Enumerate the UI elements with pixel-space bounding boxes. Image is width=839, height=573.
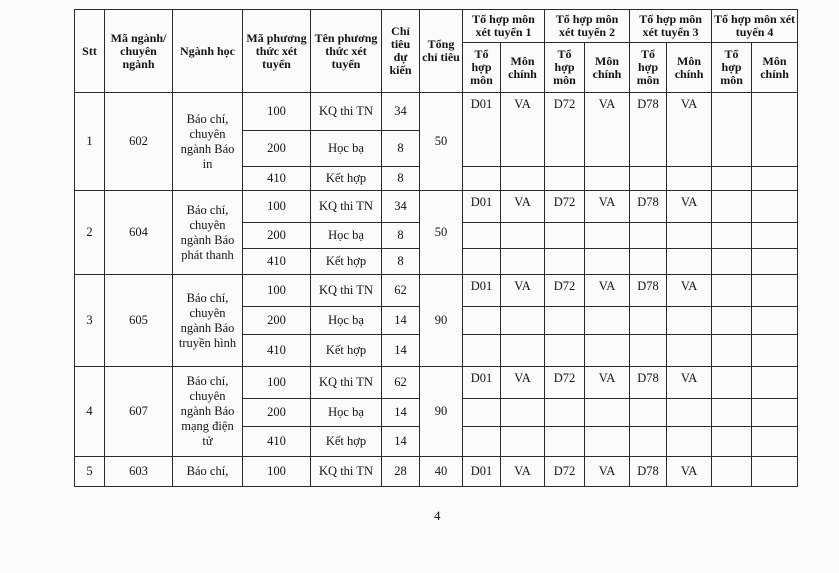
cell-ma-phuong-thuc: 100	[243, 93, 311, 131]
cell-nganh-hoc: Báo chí, chuyên ngành Báo phát thanh	[173, 191, 243, 275]
cell-combo-2: D72	[545, 367, 585, 399]
cell-chi-tieu: 14	[382, 307, 420, 335]
cell-chi-tieu: 34	[382, 191, 420, 223]
header-mon-chinh: Môn chính	[585, 43, 630, 93]
cell-ten-phuong-thuc: Kết hợp	[311, 167, 382, 191]
cell-chi-tieu: 14	[382, 335, 420, 367]
header-chi-tieu-du-kien: Chỉ tiêu dự kiến	[382, 10, 420, 93]
cell-mon-chinh-3: VA	[667, 275, 712, 307]
cell-tong-chi-tieu: 50	[420, 93, 463, 191]
cell-ten-phuong-thuc: Kết hợp	[311, 335, 382, 367]
cell-nganh-hoc: Báo chí, chuyên ngành Báo truyền hình	[173, 275, 243, 367]
cell-combo-2: D72	[545, 275, 585, 307]
cell-stt: 5	[75, 457, 105, 487]
cell-tong-chi-tieu: 50	[420, 191, 463, 275]
cell-stt: 2	[75, 191, 105, 275]
header-to-hop-mon: Tổ hợp môn	[630, 43, 667, 93]
cell-mon-chinh-4	[752, 275, 798, 307]
cell-mon-chinh-3: VA	[667, 93, 712, 167]
cell-chi-tieu: 14	[382, 427, 420, 457]
cell-ten-phuong-thuc: Học bạ	[311, 399, 382, 427]
table-body	[75, 93, 798, 487]
header-nganh-hoc: Ngành học	[173, 10, 243, 93]
table-header	[75, 10, 798, 93]
cell-mon-chinh-4	[752, 457, 798, 487]
header-tong-chi-tieu: Tổng chỉ tiêu	[420, 10, 463, 93]
cell-nganh-hoc: Báo chí, chuyên ngành Báo mạng điện tử	[173, 367, 243, 457]
header-to-hop-mon: Tổ hợp môn	[712, 43, 752, 93]
cell-tong-chi-tieu: 90	[420, 367, 463, 457]
cell-ten-phuong-thuc: KQ thi TN	[311, 93, 382, 131]
cell-ma-phuong-thuc: 100	[243, 275, 311, 307]
cell-mon-chinh-2: VA	[585, 367, 630, 399]
cell-combo-3: D78	[630, 93, 667, 167]
cell-combo-2: D72	[545, 93, 585, 167]
cell-mon-chinh-2: VA	[585, 191, 630, 223]
cell-ma-phuong-thuc: 410	[243, 249, 311, 275]
cell-ten-phuong-thuc: KQ thi TN	[311, 367, 382, 399]
cell-mon-chinh-3: VA	[667, 191, 712, 223]
cell-combo-3: D78	[630, 457, 667, 487]
cell-ma-phuong-thuc: 410	[243, 427, 311, 457]
cell-mon-chinh-1: VA	[501, 275, 545, 307]
cell-ma-phuong-thuc: 410	[243, 167, 311, 191]
cell-ma-phuong-thuc: 410	[243, 335, 311, 367]
cell-mon-chinh-2: VA	[585, 457, 630, 487]
header-to-hop-mon: Tổ hợp môn	[545, 43, 585, 93]
cell-mon-chinh-3: VA	[667, 457, 712, 487]
cell-ten-phuong-thuc: Kết hợp	[311, 427, 382, 457]
cell-combo-3: D78	[630, 275, 667, 307]
cell-chi-tieu: 14	[382, 399, 420, 427]
header-stt: Stt	[75, 10, 105, 93]
cell-combo-1: D01	[463, 367, 501, 399]
header-ten-phuong-thuc: Tên phương thức xét tuyển	[311, 10, 382, 93]
cell-ten-phuong-thuc: Học bạ	[311, 223, 382, 249]
cell-ma-phuong-thuc: 200	[243, 307, 311, 335]
cell-combo-3: D78	[630, 191, 667, 223]
cell-combo-4	[712, 191, 752, 223]
cell-ten-phuong-thuc: Học bạ	[311, 307, 382, 335]
cell-mon-chinh-3: VA	[667, 367, 712, 399]
cell-mon-chinh-1: VA	[501, 367, 545, 399]
cell-ten-phuong-thuc: KQ thi TN	[311, 275, 382, 307]
cell-mon-chinh-1: VA	[501, 93, 545, 167]
header-mon-chinh: Môn chính	[752, 43, 798, 93]
cell-combo-3: D78	[630, 367, 667, 399]
cell-ma-nganh: 603	[105, 457, 173, 487]
cell-ten-phuong-thuc: KQ thi TN	[311, 191, 382, 223]
cell-ma-phuong-thuc: 200	[243, 223, 311, 249]
cell-mon-chinh-4	[752, 191, 798, 223]
cell-nganh-hoc: Báo chí, chuyên ngành Báo in	[173, 93, 243, 191]
header-group-1: Tổ hợp môn xét tuyển 1	[463, 10, 545, 43]
cell-tong-chi-tieu: 40	[420, 457, 463, 487]
cell-combo-1: D01	[463, 191, 501, 223]
cell-ma-phuong-thuc: 200	[243, 399, 311, 427]
header-mon-chinh: Môn chính	[667, 43, 712, 93]
cell-ma-nganh: 607	[105, 367, 173, 457]
cell-ten-phuong-thuc: KQ thi TN	[311, 457, 382, 487]
cell-combo-4	[712, 457, 752, 487]
cell-ma-nganh: 602	[105, 93, 173, 191]
cell-mon-chinh-2: VA	[585, 93, 630, 167]
header-mon-chinh: Môn chính	[501, 43, 545, 93]
cell-ma-phuong-thuc: 100	[243, 457, 311, 487]
cell-nganh-hoc: Báo chí,	[173, 457, 243, 487]
cell-combo-1: D01	[463, 93, 501, 167]
page-number: 4	[434, 508, 441, 523]
cell-stt: 4	[75, 367, 105, 457]
cell-chi-tieu: 8	[382, 167, 420, 191]
cell-chi-tieu: 62	[382, 367, 420, 399]
cell-mon-chinh-2: VA	[585, 275, 630, 307]
header-to-hop-mon: Tổ hợp môn	[463, 43, 501, 93]
cell-combo-4	[712, 367, 752, 399]
cell-chi-tieu: 62	[382, 275, 420, 307]
cell-chi-tieu: 28	[382, 457, 420, 487]
header-group-2: Tổ hợp môn xét tuyển 2	[545, 10, 630, 43]
cell-mon-chinh-4	[752, 367, 798, 399]
cell-chi-tieu: 34	[382, 93, 420, 131]
admission-table	[74, 9, 798, 487]
cell-stt: 3	[75, 275, 105, 367]
cell-combo-1: D01	[463, 275, 501, 307]
cell-combo-1: D01	[463, 457, 501, 487]
cell-mon-chinh-1: VA	[501, 191, 545, 223]
cell-ma-nganh: 605	[105, 275, 173, 367]
cell-ma-phuong-thuc: 200	[243, 131, 311, 167]
cell-ten-phuong-thuc: Kết hợp	[311, 249, 382, 275]
cell-mon-chinh-4	[752, 93, 798, 167]
cell-combo-4	[712, 93, 752, 167]
cell-ma-phuong-thuc: 100	[243, 191, 311, 223]
cell-stt: 1	[75, 93, 105, 191]
header-ma-phuong-thuc: Mã phương thức xét tuyển	[243, 10, 311, 93]
cell-combo-4	[712, 275, 752, 307]
cell-ma-nganh: 604	[105, 191, 173, 275]
cell-ma-phuong-thuc: 100	[243, 367, 311, 399]
cell-combo-2: D72	[545, 191, 585, 223]
cell-tong-chi-tieu: 90	[420, 275, 463, 367]
header-group-4: Tổ hợp môn xét tuyển 4	[712, 10, 798, 43]
header-group-3: Tổ hợp môn xét tuyển 3	[630, 10, 712, 43]
cell-chi-tieu: 8	[382, 223, 420, 249]
header-ma-nganh: Mã ngành/ chuyên ngành	[105, 10, 173, 93]
cell-combo-2: D72	[545, 457, 585, 487]
cell-chi-tieu: 8	[382, 249, 420, 275]
cell-mon-chinh-1: VA	[501, 457, 545, 487]
cell-ten-phuong-thuc: Học bạ	[311, 131, 382, 167]
cell-chi-tieu: 8	[382, 131, 420, 167]
